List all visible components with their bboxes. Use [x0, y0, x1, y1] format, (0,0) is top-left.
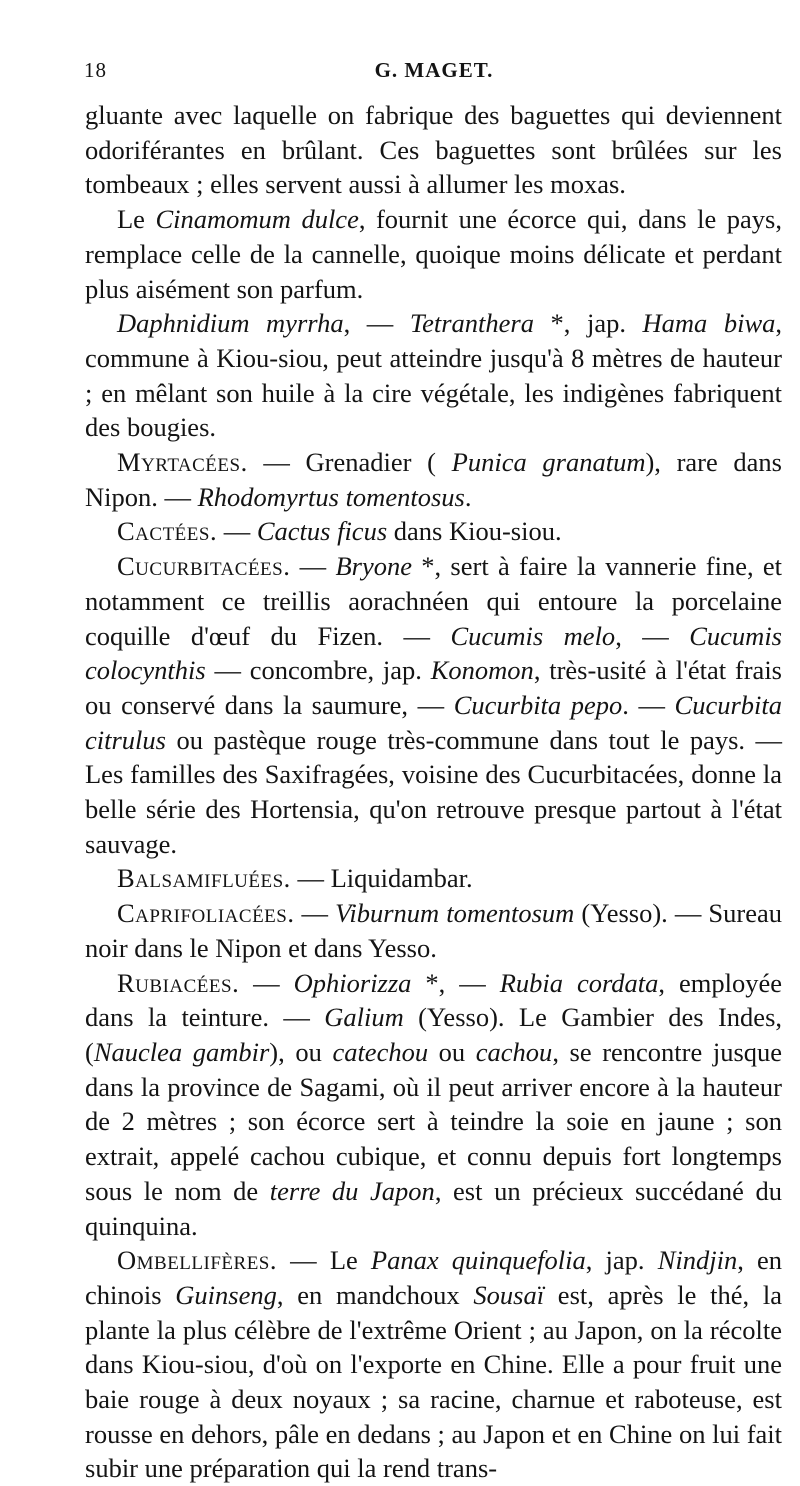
page-number: 18	[84, 58, 107, 82]
italic-term: Cucumis colocynthis	[85, 620, 782, 686]
italic-term: Panax quinquefolia	[370, 1245, 586, 1276]
text-run: , est un précieux succédané du quinquina.	[85, 1175, 782, 1241]
text-run: , en mandchoux	[276, 1279, 474, 1310]
paragraph-p4	[85, 445, 782, 514]
text-run: , —	[343, 308, 410, 339]
family-heading: Myrtacées.	[117, 447, 248, 478]
family-heading: Caprifoliacées.	[117, 898, 295, 929]
paragraph-p5	[85, 514, 782, 549]
italic-term: Tetranthera	[409, 308, 534, 339]
text-run: , se rencontre jusque dans la province de Sagami, où il peut arriver encore à la hauteur de 2 mètres ; son écorce sert à teindre la soie en jaune ; son extrait, appelé cachou cubique, et connu depuis fort longtemps sous le nom de	[85, 1036, 783, 1206]
paragraph-p2	[85, 202, 782, 306]
text-run: (Yesso). Le Gambier des Indes, (	[85, 1002, 783, 1067]
text-run: , jap.	[585, 1245, 658, 1276]
italic-term: Hama biwa	[642, 308, 776, 339]
text-run: gluante avec laquelle on fabrique des baguettes qui deviennent odoriférantes en brûlant. Ces baguettes sont brûlées sur les tombeaux ; elles servent aussi à allumer les moxas.	[85, 100, 782, 200]
italic-term: cachou	[475, 1036, 553, 1067]
text-run: *, jap.	[534, 308, 643, 339]
family-heading: Ombellifères.	[117, 1245, 277, 1276]
paragraph-p3	[85, 306, 782, 445]
text-run: , employée dans la teinture. —	[85, 967, 782, 1033]
text-run: , —	[615, 620, 690, 651]
text-run: —	[239, 967, 294, 998]
italic-term: Konomon	[430, 655, 534, 686]
text-run: — Le	[277, 1245, 371, 1276]
family-heading: Cactées.	[117, 516, 218, 547]
family-heading: Cucurbitacées.	[117, 551, 291, 582]
italic-term: catechou	[332, 1036, 429, 1067]
italic-term: Rhodomyrtus tomentosus	[197, 481, 465, 512]
italic-term: Galium	[324, 1002, 404, 1033]
paragraph-p10	[85, 1243, 782, 1486]
italic-term: Bryone	[335, 551, 412, 582]
italic-term: Nauclea gambir	[93, 1036, 270, 1067]
text-run: — Grenadier (	[247, 447, 452, 478]
text-run: *, sert à faire la vannerie fine, et notamment ce treillis aorachnéen qui entoure la porcelaine coquille d'œuf du Fizen. —	[85, 551, 782, 651]
italic-term: Cucurbita citrulus	[85, 689, 782, 755]
text-run: . —	[622, 689, 675, 720]
family-heading: Balsamifluées.	[117, 863, 291, 894]
text-run: , fournit une écorce qui, dans le pays, remplace celle de la cannelle, quoique moins délicate et perdant plus aisément son parfum.	[85, 204, 782, 304]
text-run: , en chinois	[85, 1245, 782, 1310]
italic-term: Punica granatum	[451, 447, 646, 478]
italic-term: Daphnidium myrrha	[117, 308, 344, 339]
paragraph-p1	[85, 98, 782, 202]
paragraph-p9	[85, 966, 782, 1244]
paragraph-p7	[85, 861, 782, 896]
text-run: , très-usité à l'état frais ou conservé dans la saumure, —	[85, 655, 782, 720]
italic-term: Guinseng	[175, 1279, 277, 1310]
text-run: *, —	[411, 967, 500, 998]
italic-term: Cucumis melo	[450, 620, 616, 651]
italic-term: Cucurbita pepo	[453, 689, 623, 720]
text-run: Le	[117, 204, 156, 235]
paragraph-p6	[85, 549, 782, 861]
italic-term: Viburnum tomentosum	[335, 898, 575, 929]
text-run: —	[217, 516, 257, 547]
italic-term: Nindjin	[657, 1245, 738, 1276]
text-run: — concombre, jap.	[205, 655, 431, 686]
text-run: —	[290, 551, 336, 582]
text-run: .	[464, 481, 472, 512]
italic-term: Sousaï	[473, 1279, 545, 1310]
text-run: est, après le thé, la plante la plus célèbre de l'extrême Orient ; au Japon, on la récolte dans Kiou-siou, d'où on l'exporte en Chine. Elle a pour fruit une baie rouge à deux noyaux ; sa racine, charnue et raboteuse, est rousse en dehors, pâle en dedans ; au Japon et en Chine on lui fait subir une préparation qui la rend trans-	[85, 1279, 782, 1484]
text-run: dans Kiou-siou.	[387, 516, 562, 547]
text-run: ), ou	[269, 1036, 333, 1067]
family-heading: Rubiacées.	[117, 967, 240, 998]
italic-term: Rubia cordata	[499, 967, 659, 998]
italic-term: terre du Japon	[269, 1175, 435, 1206]
paragraph-p8	[85, 896, 782, 965]
text-body	[85, 98, 782, 1486]
text-run: , commune à Kiou-siou, peut atteindre jusqu'à 8 mètres de hauteur ; en mêlant son huile à la cire végétale, les indigènes fabriquent des bougies.	[85, 308, 782, 443]
italic-term: Cactus ficus	[256, 516, 388, 547]
text-run: —	[294, 898, 336, 929]
running-head	[84, 58, 784, 88]
text-run: ou	[428, 1036, 476, 1067]
italic-term: Ophiorizza	[293, 967, 412, 998]
text-run: — Liquidambar.	[290, 863, 473, 894]
italic-term: Cinamomum dulce	[155, 204, 359, 235]
running-title: G. MAGET.	[374, 58, 494, 82]
text-run: ou pastèque rouge très-commune dans tout le pays. — Les familles des Saxifragées, voisine des Cucurbitacées, donne la belle série des Hortensia, qu'on retrouve presque partout à l'état sauvage.	[85, 724, 782, 859]
text-run: (Yesso). — Sureau noir dans le Nipon et dans Yesso.	[85, 898, 783, 963]
text-run: ), rare dans Nipon. —	[85, 447, 782, 512]
